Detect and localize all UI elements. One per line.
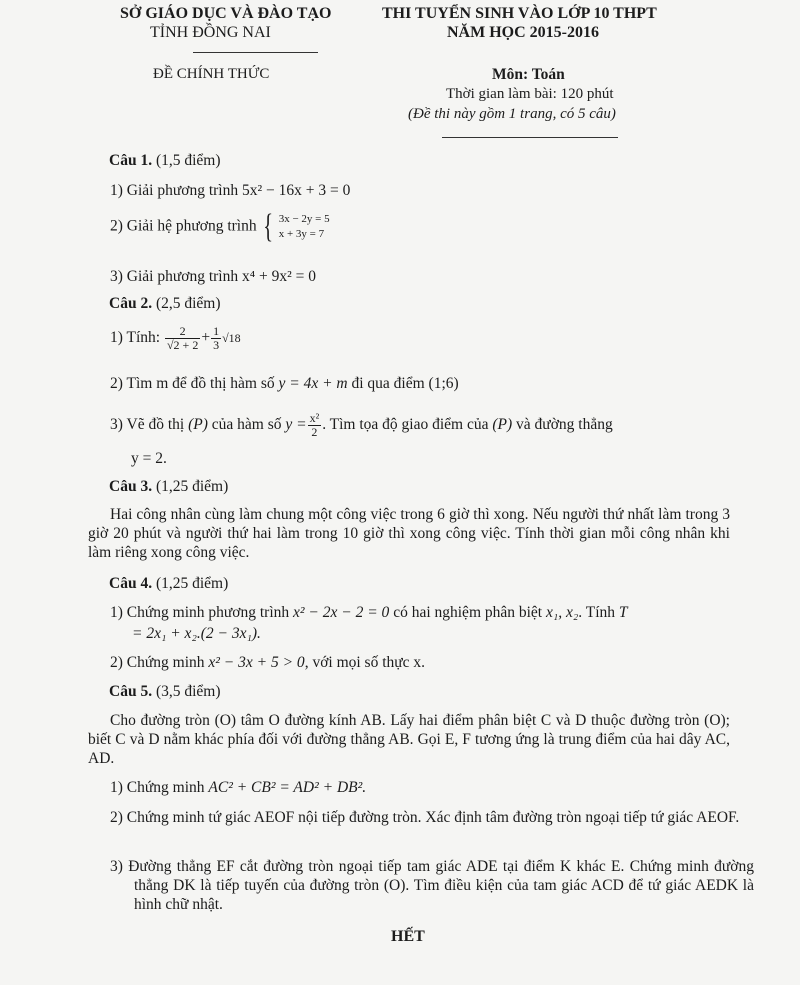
q1-eq2: x + 3y = 7: [278, 228, 325, 240]
department-name: SỞ GIÁO DỤC VÀ ĐÀO TẠO: [120, 5, 332, 22]
q2-p1-text: 1) Tính:: [110, 329, 161, 347]
q4-p1-line2: = 2x₁ + x₂.(2 − 3x₁).: [132, 625, 261, 642]
q4-p2-math: x² − 3x + 5 > 0: [208, 654, 305, 671]
system-brace: {: [263, 208, 274, 245]
q4-p1-math: x² − 2x − 2 = 0: [293, 604, 390, 621]
q2-p3-text-a: 3) Vẽ đồ thị: [110, 416, 185, 434]
q1-part2: [110, 210, 330, 244]
q1-system: [279, 212, 330, 242]
q1-heading: [109, 152, 221, 170]
q1-points: (1,5 điểm): [155, 152, 221, 169]
q5-heading: [109, 683, 221, 701]
header-right-divider: [442, 137, 618, 138]
q5-part1: [110, 779, 366, 797]
q5-part3: 3) Đường thẳng EF cắt đường tròn ngoại tiếp tam giác ADE tại điểm K khác E. Chứng minh đường thẳng DK là tiếp tuyến của đường tròn (O). Tìm điều kiện của tam giác ACD để tứ giác AEDK là hình chữ nhật.: [110, 858, 754, 913]
q5-title: Câu 5.: [109, 683, 153, 700]
q4-p1-text-b: có hai nghiệm phân biệt: [393, 604, 543, 621]
official-label: ĐỀ CHÍNH THỨC: [153, 66, 270, 82]
q2-heading: [109, 295, 221, 313]
q2-p3-line2: y = 2.: [131, 450, 167, 467]
q4-p1-text-c: . Tính: [578, 604, 616, 621]
q2-part1: [110, 325, 241, 352]
q2-plus: +: [201, 329, 211, 347]
q4-part2: [110, 654, 425, 672]
q5-points: (3,5 điểm): [155, 683, 221, 700]
q1-part1: [110, 182, 350, 200]
q1-p3-math: x⁴ + 9x² = 0: [241, 268, 317, 285]
q2-p2-text-a: 2) Tìm m để đồ thị hàm số: [110, 375, 275, 392]
exam-title: THI TUYỂN SINH VÀO LỚP 10 THPT: [382, 5, 657, 22]
q2-p2-text-b: đi qua điểm (1;6): [351, 375, 459, 392]
q2-title: Câu 2.: [109, 295, 153, 312]
q5-part2: 2) Chứng minh tứ giác AEOF nội tiếp đường tròn. Xác định tâm đường tròn ngoại tiếp tứ giác AEOF.: [110, 809, 740, 826]
q2-p3-parabola: (P): [188, 416, 208, 434]
q4-title: Câu 4.: [109, 575, 153, 592]
q2-p3-text-b: của hàm số: [211, 416, 282, 434]
q4-p2-text-b: , với mọi số thực x.: [304, 654, 426, 671]
q5-p1-math: AC² + CB² = AD² + DB².: [208, 779, 367, 796]
q2-part2: [110, 375, 459, 393]
q2-p3-fraction: $\frac{\text{x²}}{2}$: [309, 411, 320, 439]
q2-p2-math: y = 4x + m: [278, 375, 348, 392]
q1-p2-text: 2) Giải hệ phương trình: [110, 217, 257, 235]
q4-p1-text-a: 1) Chứng minh phương trình: [110, 604, 290, 621]
header-left-divider: [193, 52, 318, 53]
q4-part1: [110, 604, 628, 622]
q5-intro: Cho đường tròn (O) tâm O đường kính AB. Lấy hai điểm phân biệt C và D thuộc đường tròn (O); biết C và D nằm khác phía đối với đường thẳng AB. Gọi E, F tương ứng là trung điểm của hai dây AC, AD.: [88, 712, 730, 767]
q2-p3-parabola-2: (P): [492, 416, 513, 434]
province-name: TỈNH ĐỒNG NAI: [150, 24, 271, 41]
q1-title: Câu 1.: [109, 152, 153, 169]
q1-eq1: 3x − 2y = 5: [278, 213, 330, 225]
q2-p3-text-d: và đường thẳng: [516, 416, 613, 434]
school-year: NĂM HỌC 2015-2016: [447, 24, 599, 41]
q2-fraction-2: $\frac{1}{3}$: [213, 324, 220, 352]
q2-p3-text-c: . Tìm tọa độ giao điểm của: [322, 416, 489, 434]
q4-p1-T: T: [618, 604, 628, 621]
q2-sqrt: √18: [222, 331, 241, 346]
page-note: (Đề thi này gồm 1 trang, có 5 câu): [408, 106, 616, 122]
end-marker: HẾT: [391, 928, 425, 945]
q3-body: Hai công nhân cùng làm chung một công việc trong 6 giờ thì xong. Nếu người thứ nhất làm trong 3 giờ 20 phút và người thứ hai làm trong 10 giờ thì xong công việc. Tính thời gian mỗi công nhân khi làm riêng xong công việc.: [88, 506, 730, 561]
q4-heading: [109, 575, 228, 593]
q2-part3: [110, 412, 613, 439]
q2-points: (2,5 điểm): [155, 295, 221, 312]
q3-title: Câu 3.: [109, 478, 153, 495]
subject: Môn: Toán: [492, 66, 565, 83]
q4-p1-roots: x₁, x₂: [546, 604, 579, 621]
q5-p1-text: 1) Chứng minh: [110, 779, 205, 796]
q4-p2-text-a: 2) Chứng minh: [110, 654, 205, 671]
q3-points: (1,25 điểm): [155, 478, 229, 495]
q1-p1-math: 5x² − 16x + 3 = 0: [241, 182, 351, 199]
q2-p3-y: y =: [285, 416, 307, 434]
q2-fraction-1: $\frac{2}{√2 + 2}$: [166, 324, 199, 352]
q1-p1-text: 1) Giải phương trình: [110, 182, 239, 199]
duration: Thời gian làm bài: 120 phút: [446, 86, 614, 102]
q1-p3-text: 3) Giải phương trình: [110, 268, 239, 285]
q3-heading: [109, 478, 228, 496]
q4-points: (1,25 điểm): [155, 575, 229, 592]
q1-part3: [110, 268, 316, 286]
